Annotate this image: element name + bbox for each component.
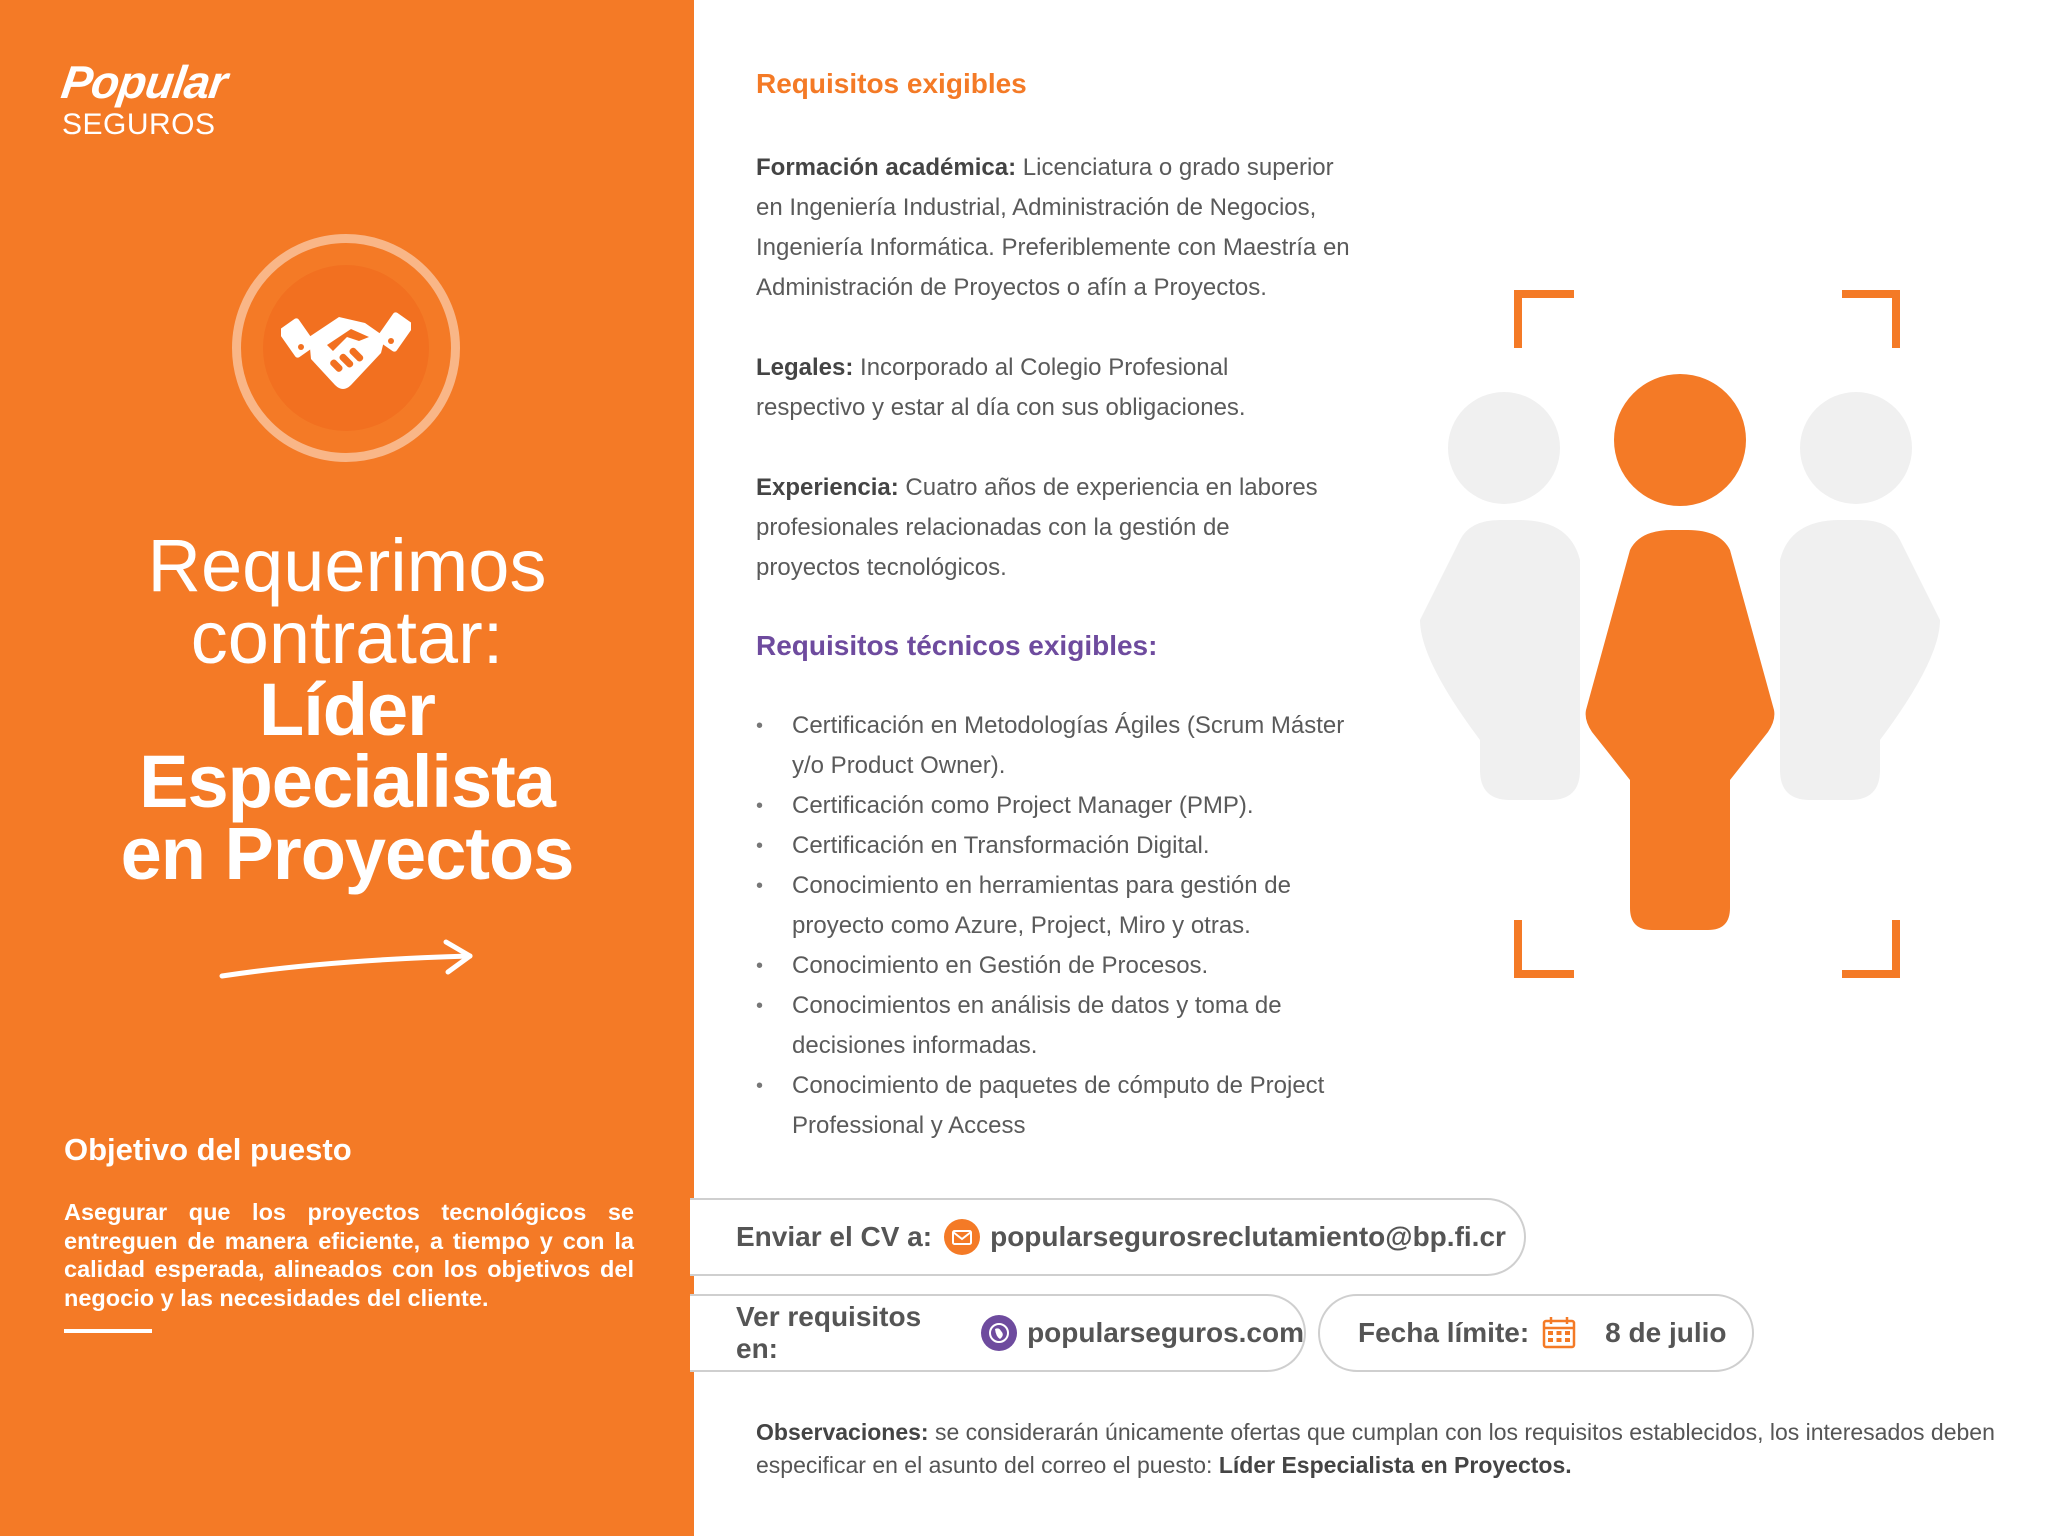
handshake-badge [232, 234, 460, 462]
cv-label: Enviar el CV a: [736, 1221, 933, 1252]
site-label: Ver requisitos en: [736, 1301, 922, 1364]
brand-name: Popular [58, 56, 230, 108]
arrow-right-icon [218, 936, 478, 986]
brand-logo [58, 56, 230, 142]
formacion-text: Licenciatura o grado superior en Ingeniería Industrial, Administración de Negocios, Ingeniería Informática. Preferiblemente con Maestría en Administración de Proyectos o afín a Proyectos. [756, 154, 1350, 301]
headline-line-4: Especialista [139, 740, 555, 823]
deadline-pill [1318, 1294, 1754, 1372]
list-item: • Certificación como Project Manager (PMP). [756, 786, 1356, 826]
divider [64, 1329, 152, 1333]
people-group-icon [1410, 280, 1950, 1000]
observations-position: Líder Especialista en Proyectos. [1218, 1452, 1572, 1478]
list-item: • Conocimiento en Gestión de Procesos. [756, 946, 1356, 986]
observations-label: Observaciones: [756, 1419, 929, 1445]
cv-email-link[interactable]: popularsegurosreclutamiento@bp.fi.cr [990, 1221, 1506, 1252]
list-item: • Conocimiento en herramientas para gestión de proyecto como Azure, Project, Miro y otras. [756, 866, 1356, 946]
headline [40, 524, 654, 895]
objective-text: Asegurar que los proyectos tecnológicos se entreguen de manera eficiente, a tiempo y con la calidad esperada, alineados con los objetivos del negocio y las necesidades del cliente. [64, 1199, 634, 1311]
experiencia-label: Experiencia: [756, 474, 899, 501]
requirements-site-pill [690, 1294, 1306, 1372]
handshake-icon [281, 293, 411, 403]
formacion-paragraph [756, 148, 1356, 308]
formacion-label: Formación académica: [756, 154, 1017, 181]
brand-sub: SEGUROS [62, 108, 216, 141]
legales-label: Legales: [756, 354, 854, 381]
experiencia-text: Cuatro años de experiencia en labores profesionales relacionadas con la gestión de proyectos tecnológicos. [756, 474, 1318, 581]
list-item: • Certificación en Transformación Digital. [756, 826, 1356, 866]
headline-line-5: en Proyectos [120, 812, 574, 895]
experiencia-paragraph [756, 468, 1336, 588]
deadline-label: Fecha límite: [1358, 1317, 1530, 1348]
headline-line-1: Requerimos [147, 524, 547, 607]
list-item: • Certificación en Metodologías Ágiles (Scrum Máster y/o Product Owner). [756, 706, 1356, 786]
deadline-value: 8 de julio [1605, 1317, 1727, 1348]
site-link[interactable]: popularseguros.com [1027, 1317, 1304, 1348]
legales-paragraph [756, 348, 1276, 428]
technical-title: Requisitos técnicos exigibles: [756, 630, 1158, 661]
objective-title: Objetivo del puesto [64, 1132, 352, 1167]
headline-line-3: Líder [259, 668, 435, 751]
headline-line-2: contratar: [190, 596, 504, 679]
calendar-icon [1541, 1315, 1577, 1351]
observations [756, 1416, 1996, 1482]
mail-icon [944, 1219, 980, 1255]
technical-list [756, 706, 1356, 1146]
legales-text: Incorporado al Colegio Profesional respectivo y estar al día con sus obligaciones. [756, 354, 1246, 421]
left-panel [0, 0, 694, 1536]
requirements-title: Requisitos exigibles [756, 68, 1027, 99]
list-item: • Conocimientos en análisis de datos y toma de decisiones informadas. [756, 986, 1356, 1066]
send-cv-pill [690, 1198, 1526, 1276]
list-item: • Conocimiento de paquetes de cómputo de Project Professional y Access [756, 1066, 1356, 1146]
observations-text: se considerarán únicamente ofertas que cumplan con los requisitos establecidos, los interesados deben especificar en el asunto del correo el puesto: [756, 1419, 1995, 1478]
globe-icon [981, 1315, 1017, 1351]
